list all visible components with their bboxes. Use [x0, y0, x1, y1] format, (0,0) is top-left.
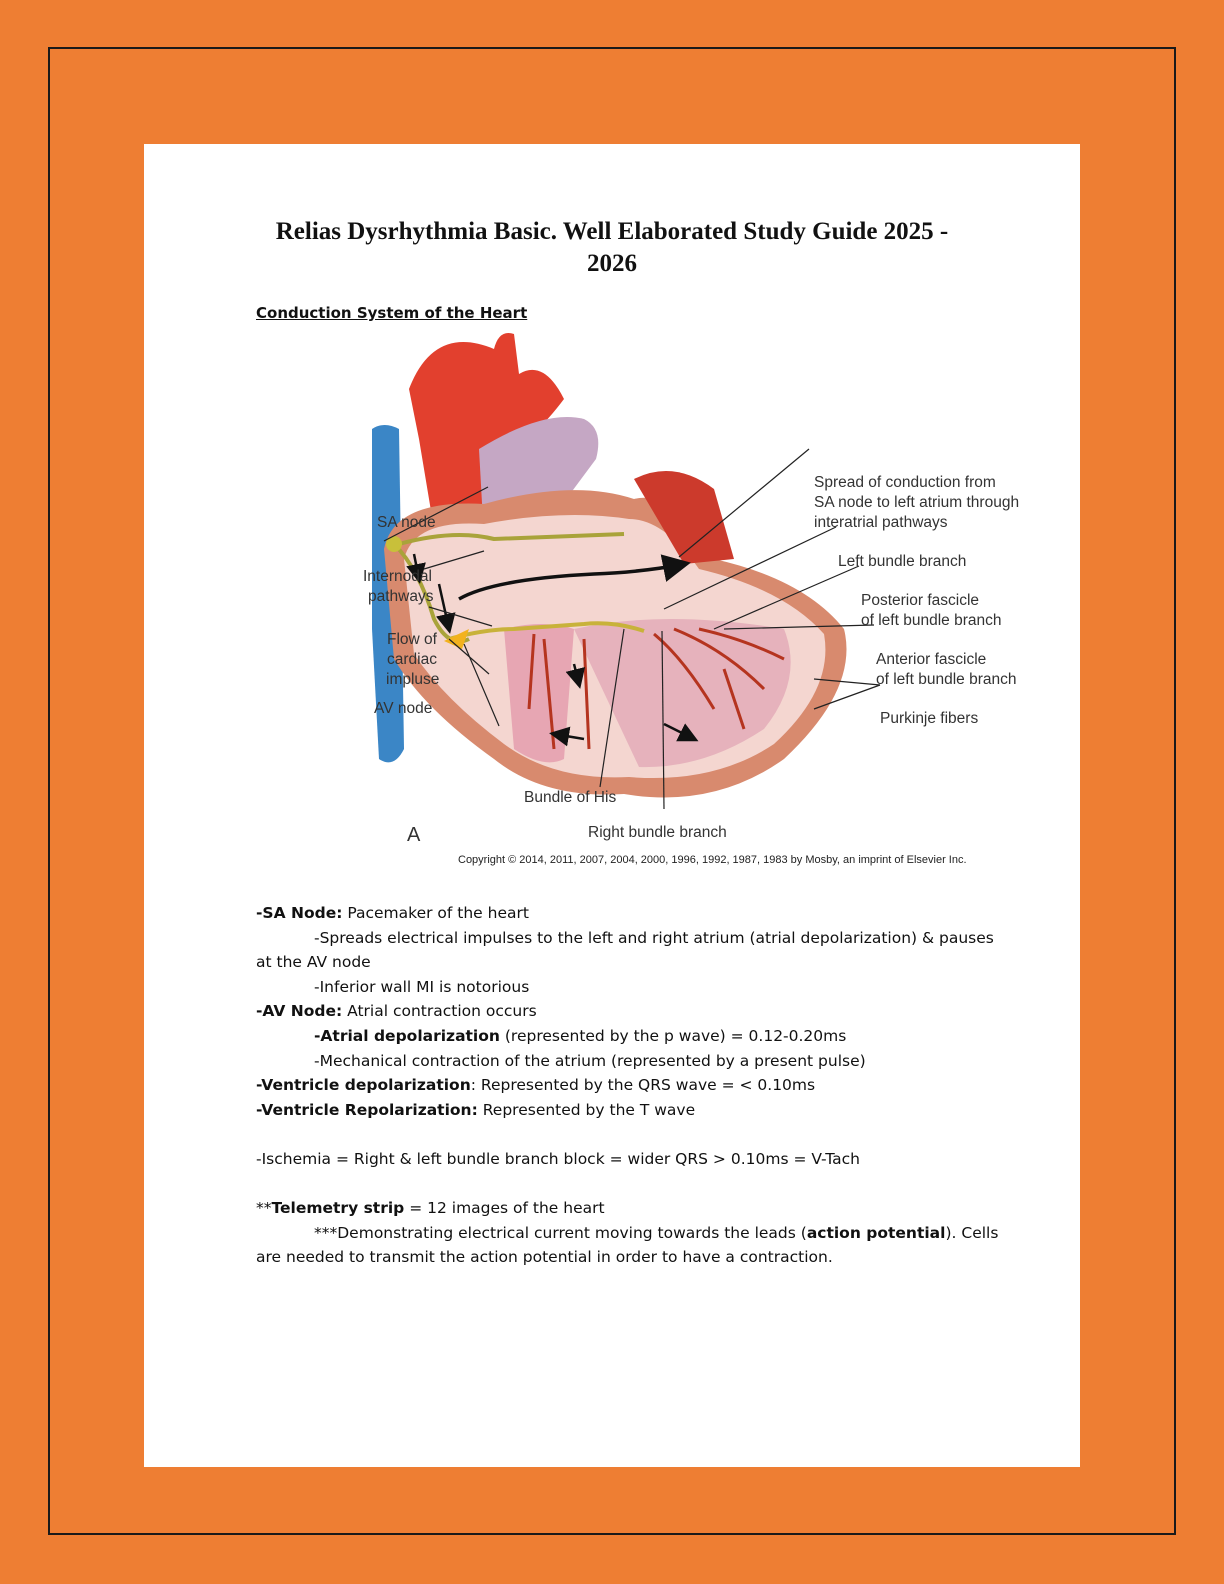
label-posterior-1: Posterior fascicle — [861, 592, 980, 609]
document-page — [144, 144, 1080, 1467]
label-flow-1: Flow of — [387, 631, 437, 648]
document-title: Relias Dysrhythmia Basic. Well Elaborated Study Guide 2025 - 2026 — [275, 218, 949, 277]
note-av-sub1: -Atrial depolarization (represented by the p wave) = 0.12-0.20ms — [314, 1026, 847, 1045]
note-sa-sub1-cont: at the AV node — [256, 953, 371, 972]
figure-copyright: Copyright © 2014, 2011, 2007, 2004, 2000, 1996, 1992, 1987, 1983 by Mosby, an imprint of Elsevier Inc. — [458, 854, 967, 866]
label-bundle-his: Bundle of His — [524, 789, 617, 806]
label-av-node: AV node — [374, 700, 433, 717]
label-panel-letter: A — [407, 824, 421, 846]
label-spread-2: SA node to left atrium through — [814, 494, 1020, 511]
note-telemetry: **Telemetry strip = 12 images of the heart — [256, 1199, 605, 1218]
label-right-bundle: Right bundle branch — [588, 824, 727, 841]
note-av-node: -AV Node: Atrial contraction occurs — [256, 1002, 537, 1021]
ventricle-wall — [504, 624, 574, 762]
note-ventricle-repolarization: -Ventricle Repolarization: Represented by the T wave — [256, 1100, 696, 1119]
study-notes — [256, 901, 1016, 1270]
label-anterior-1: Anterior fascicle — [876, 651, 987, 668]
note-sa-sub2: -Inferior wall MI is notorious — [314, 977, 530, 996]
label-anterior-2: of left bundle branch — [876, 671, 1017, 688]
note-ischemia: -Ischemia = Right & left bundle branch block = wider QRS > 0.10ms = V-Tach — [256, 1149, 860, 1168]
section-heading: Conduction System of the Heart — [256, 304, 528, 322]
note-ventricle-depolarization: -Ventricle depolarization: Represented by the QRS wave = < 0.10ms — [256, 1076, 816, 1095]
note-telemetry-sub: ***Demonstrating electrical current moving towards the leads (action potential). Cells — [314, 1223, 999, 1242]
label-internodal-1: Internodal — [363, 568, 432, 585]
label-spread-3: interatrial pathways — [814, 514, 948, 531]
label-left-bundle: Left bundle branch — [838, 553, 967, 570]
heart-conduction-figure — [244, 329, 1020, 879]
note-sa-node: -SA Node: Pacemaker of the heart — [256, 904, 529, 922]
label-flow-3: impluse — [386, 671, 440, 688]
note-telemetry-sub-cont: are needed to transmit the action potential in order to have a contraction. — [256, 1248, 833, 1267]
label-flow-2: cardiac — [387, 651, 437, 668]
note-av-sub2: -Mechanical contraction of the atrium (represented by a present pulse) — [314, 1051, 866, 1070]
label-spread-1: Spread of conduction from — [814, 474, 996, 491]
label-sa-node: SA node — [377, 514, 436, 531]
label-posterior-2: of left bundle branch — [861, 612, 1002, 629]
note-sa-sub1: -Spreads electrical impulses to the left and right atrium (atrial depolarization) & pauses — [314, 928, 994, 947]
label-purkinje: Purkinje fibers — [880, 710, 979, 727]
label-internodal-2: pathways — [368, 588, 434, 605]
heart-diagram — [244, 329, 1020, 879]
